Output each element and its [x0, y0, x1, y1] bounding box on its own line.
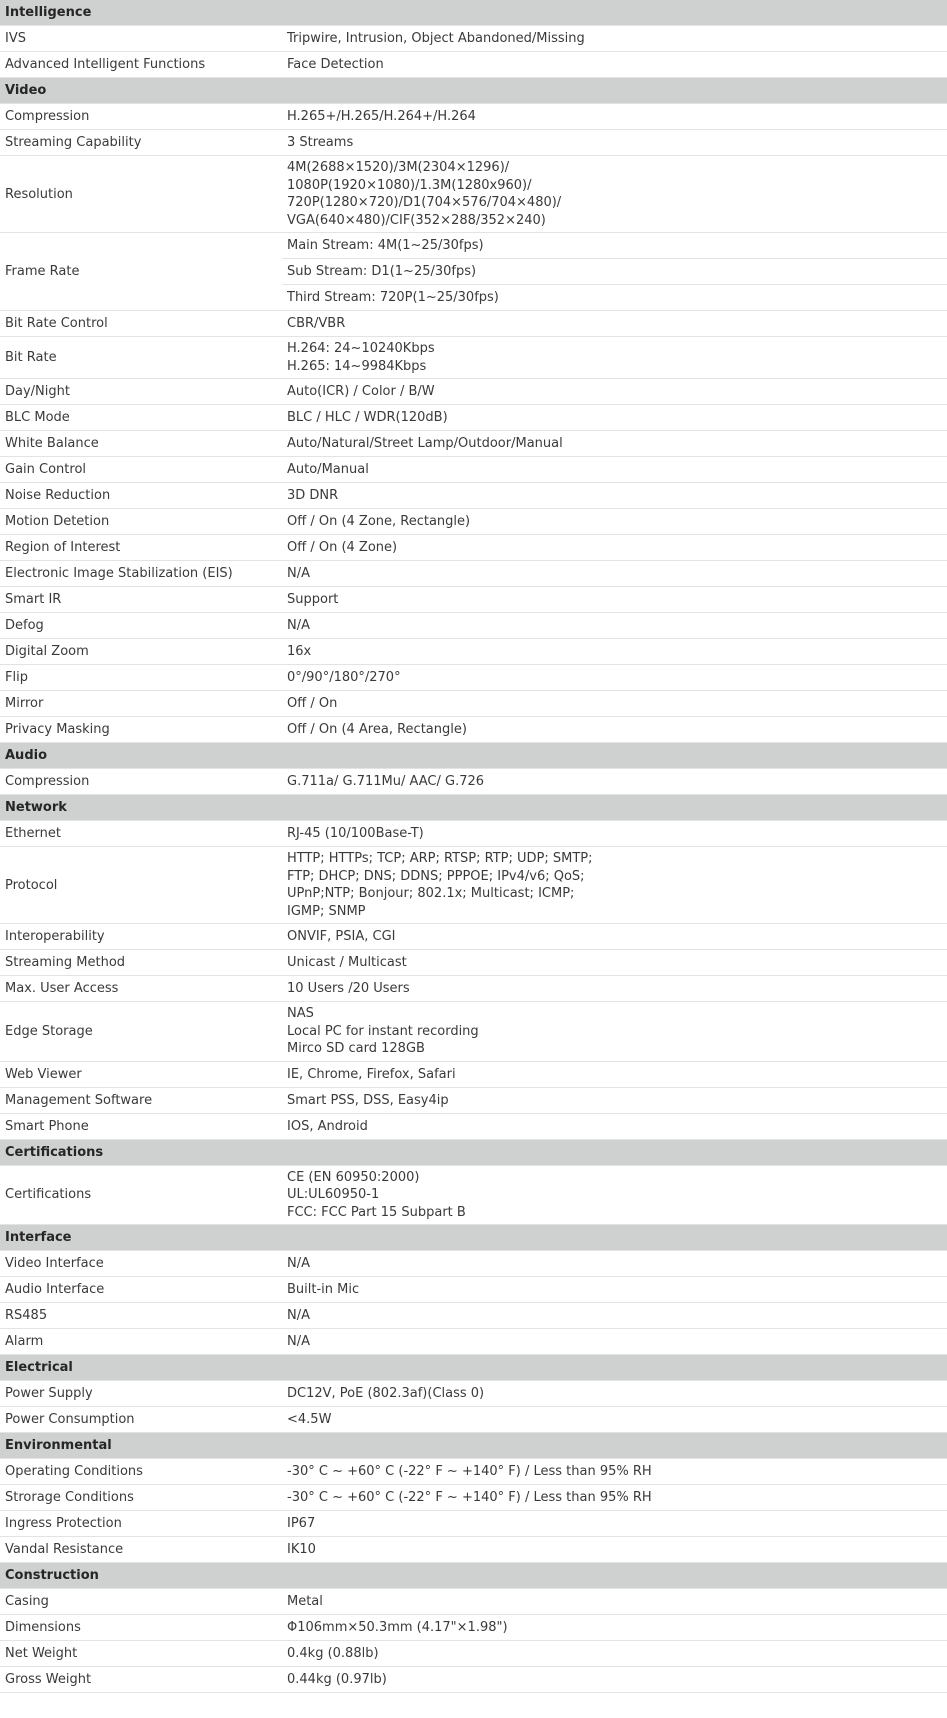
spec-value — [282, 156, 947, 233]
spec-value-line: 3 Streams — [287, 135, 354, 150]
spec-label: Casing — [0, 1589, 282, 1615]
spec-row — [0, 1002, 947, 1062]
spec-label: Power Consumption — [0, 1407, 282, 1433]
spec-label: Protocol — [0, 847, 282, 924]
spec-row — [0, 1485, 947, 1511]
spec-value — [282, 1589, 947, 1615]
spec-value — [282, 976, 947, 1002]
spec-value — [282, 405, 947, 431]
section-title: Construction — [0, 1563, 947, 1589]
section-header-row — [0, 1225, 947, 1251]
spec-value-line: UPnP;NTP; Bonjour; 802.1x; Multicast; ICMP; — [287, 886, 575, 901]
spec-row — [0, 311, 947, 337]
spec-value — [282, 379, 947, 405]
spec-label: Smart Phone — [0, 1113, 282, 1139]
spec-row — [0, 924, 947, 950]
section-header-row — [0, 0, 947, 26]
spec-row — [0, 821, 947, 847]
spec-value-line: Metal — [287, 1594, 323, 1609]
spec-value-line: 4M(2688×1520)/3M(2304×1296)/ — [287, 160, 510, 175]
spec-value — [282, 26, 947, 52]
spec-label: Compression — [0, 104, 282, 130]
spec-value-line: BLC / HLC / WDR(120dB) — [287, 410, 448, 425]
spec-value — [282, 1061, 947, 1087]
spec-row — [0, 457, 947, 483]
spec-value: Third Stream: 720P(1~25/30fps) — [282, 285, 947, 311]
spec-value — [282, 311, 947, 337]
spec-row — [0, 1329, 947, 1355]
spec-value — [282, 1615, 947, 1641]
spec-value-line: H.265: 14~9984Kbps — [287, 358, 427, 374]
section-header-row — [0, 743, 947, 769]
spec-value: Sub Stream: D1(1~25/30fps) — [282, 259, 947, 285]
spec-row — [0, 26, 947, 52]
spec-label: Streaming Method — [0, 950, 282, 976]
spec-row — [0, 665, 947, 691]
spec-row — [0, 1251, 947, 1277]
spec-row — [0, 717, 947, 743]
spec-label: Frame Rate — [0, 233, 282, 311]
spec-value-line: HTTP; HTTPs; TCP; ARP; RTSP; RTP; UDP; SMTP; — [287, 851, 593, 866]
spec-value-line: Built-in Mic — [287, 1282, 360, 1297]
spec-value-line: 10 Users /20 Users — [287, 981, 410, 996]
spec-label: Noise Reduction — [0, 483, 282, 509]
spec-value — [282, 924, 947, 950]
spec-row — [0, 847, 947, 924]
spec-row — [0, 483, 947, 509]
spec-row — [0, 379, 947, 405]
spec-label: BLC Mode — [0, 405, 282, 431]
spec-value — [282, 847, 947, 924]
spec-value — [282, 613, 947, 639]
spec-value-line: Mirco SD card 128GB — [287, 1041, 425, 1056]
spec-value — [282, 52, 947, 78]
spec-row — [0, 1667, 947, 1693]
spec-value-line: VGA(640×480)/CIF(352×288/352×240) — [287, 212, 546, 228]
spec-value-line: IP67 — [287, 1516, 316, 1531]
spec-value-line: 1080P(1920×1080)/1.3M(1280x960)/ — [287, 177, 532, 193]
spec-row — [0, 1087, 947, 1113]
spec-value-line: ONVIF, PSIA, CGI — [287, 929, 396, 944]
spec-value-line: 720P(1280×720)/D1(704×576/704×480)/ — [287, 195, 562, 210]
spec-value-line: Face Detection — [287, 57, 384, 72]
spec-label: Gain Control — [0, 457, 282, 483]
spec-row — [0, 1641, 947, 1667]
spec-value-line: N/A — [287, 1308, 310, 1323]
spec-label: Interoperability — [0, 924, 282, 950]
spec-value-line: CE (EN 60950:2000) — [287, 1169, 420, 1185]
section-header-row — [0, 78, 947, 104]
spec-value — [282, 483, 947, 509]
spec-row — [0, 1511, 947, 1537]
spec-value-line: IK10 — [287, 1542, 316, 1557]
spec-value-line: H.264: 24~10240Kbps — [287, 341, 435, 356]
spec-value — [282, 535, 947, 561]
spec-value-line: Unicast / Multicast — [287, 955, 407, 970]
spec-label: Flip — [0, 665, 282, 691]
spec-label: Strorage Conditions — [0, 1485, 282, 1511]
section-title: Electrical — [0, 1355, 947, 1381]
spec-value — [282, 1087, 947, 1113]
spec-value — [282, 639, 947, 665]
spec-label: Ethernet — [0, 821, 282, 847]
spec-value-line: <4.5W — [287, 1412, 332, 1427]
spec-label: Alarm — [0, 1329, 282, 1355]
spec-label: Ingress Protection — [0, 1511, 282, 1537]
spec-value-line: -30° C ~ +60° C (-22° F ~ +140° F) / Less than 95% RH — [287, 1464, 652, 1479]
spec-label: Privacy Masking — [0, 717, 282, 743]
spec-row — [0, 1615, 947, 1641]
spec-value-line: N/A — [287, 566, 310, 581]
spec-value-line: FTP; DHCP; DNS; DDNS; PPPOE; IPv4/v6; QoS; — [287, 868, 585, 884]
section-header-row — [0, 1355, 947, 1381]
spec-row — [0, 1537, 947, 1563]
spec-value — [282, 561, 947, 587]
spec-value-line: IGMP; SNMP — [287, 903, 366, 919]
section-header-row — [0, 795, 947, 821]
spec-value — [282, 1537, 947, 1563]
spec-label: Dimensions — [0, 1615, 282, 1641]
spec-value — [282, 130, 947, 156]
spec-value — [282, 1511, 947, 1537]
spec-value-line: N/A — [287, 1256, 310, 1271]
section-title: Video — [0, 78, 947, 104]
spec-value — [282, 1251, 947, 1277]
spec-value: Main Stream: 4M(1~25/30fps) — [282, 233, 947, 259]
spec-row — [0, 233, 947, 259]
spec-value-line: Off / On (4 Zone, Rectangle) — [287, 514, 471, 529]
spec-label: Resolution — [0, 156, 282, 233]
spec-value — [282, 821, 947, 847]
spec-row — [0, 613, 947, 639]
spec-value-line: 0.4kg (0.88lb) — [287, 1646, 379, 1661]
spec-label: Defog — [0, 613, 282, 639]
spec-value-line: RJ-45 (10/100Base-T) — [287, 826, 424, 841]
spec-row — [0, 1277, 947, 1303]
spec-row — [0, 104, 947, 130]
spec-value-line: IE, Chrome, Firefox, Safari — [287, 1066, 456, 1082]
spec-label: Smart IR — [0, 587, 282, 613]
spec-label: Vandal Resistance — [0, 1537, 282, 1563]
spec-row — [0, 1407, 947, 1433]
spec-row — [0, 130, 947, 156]
spec-label: Bit Rate — [0, 337, 282, 379]
spec-label: Edge Storage — [0, 1002, 282, 1062]
spec-value — [282, 1113, 947, 1139]
spec-value-line: N/A — [287, 618, 310, 633]
spec-row — [0, 1061, 947, 1087]
spec-row — [0, 976, 947, 1002]
spec-value-line: DC12V, PoE (802.3af)(Class 0) — [287, 1386, 485, 1401]
section-header-row — [0, 1139, 947, 1165]
spec-label: Net Weight — [0, 1641, 282, 1667]
spec-row — [0, 1165, 947, 1225]
spec-row — [0, 769, 947, 795]
spec-label: Compression — [0, 769, 282, 795]
spec-value-line: H.265+/H.265/H.264+/H.264 — [287, 109, 476, 124]
spec-label: RS485 — [0, 1303, 282, 1329]
spec-value-line: 3D DNR — [287, 488, 339, 503]
spec-value-line: 0°/90°/180°/270° — [287, 670, 401, 685]
spec-label: Region of Interest — [0, 535, 282, 561]
spec-label: White Balance — [0, 431, 282, 457]
spec-value-line: Auto/Manual — [287, 462, 369, 477]
spec-value — [282, 104, 947, 130]
spec-value-line: NAS — [287, 1006, 314, 1021]
spec-row — [0, 535, 947, 561]
spec-value — [282, 431, 947, 457]
spec-value — [282, 337, 947, 379]
section-header-row — [0, 1433, 947, 1459]
spec-row — [0, 1303, 947, 1329]
spec-value — [282, 1381, 947, 1407]
spec-label: Bit Rate Control — [0, 311, 282, 337]
spec-label: Operating Conditions — [0, 1459, 282, 1485]
spec-value — [282, 457, 947, 483]
spec-row — [0, 431, 947, 457]
spec-label: Power Supply — [0, 1381, 282, 1407]
spec-value-line: UL:UL60950-1 — [287, 1187, 380, 1202]
spec-value — [282, 1165, 947, 1225]
section-title: Intelligence — [0, 0, 947, 26]
spec-label: Management Software — [0, 1087, 282, 1113]
spec-row — [0, 156, 947, 233]
spec-value — [282, 1002, 947, 1062]
spec-value — [282, 1303, 947, 1329]
spec-label: Day/Night — [0, 379, 282, 405]
spec-label: Audio Interface — [0, 1277, 282, 1303]
spec-value-line: G.711a/ G.711Mu/ AAC/ G.726 — [287, 774, 485, 789]
spec-value — [282, 509, 947, 535]
spec-value — [282, 1459, 947, 1485]
section-title: Environmental — [0, 1433, 947, 1459]
spec-row — [0, 1589, 947, 1615]
spec-value-line: IOS, Android — [287, 1118, 368, 1134]
spec-value — [282, 587, 947, 613]
spec-value-line: Off / On (4 Zone) — [287, 540, 398, 555]
spec-value — [282, 1407, 947, 1433]
spec-value-line: CBR/VBR — [287, 316, 346, 331]
spec-row — [0, 52, 947, 78]
spec-value — [282, 665, 947, 691]
spec-value-line: Auto/Natural/Street Lamp/Outdoor/Manual — [287, 436, 563, 451]
spec-row — [0, 561, 947, 587]
spec-label: Video Interface — [0, 1251, 282, 1277]
spec-label: Motion Detetion — [0, 509, 282, 535]
spec-value-line: -30° C ~ +60° C (-22° F ~ +140° F) / Less than 95% RH — [287, 1490, 652, 1505]
spec-label: Digital Zoom — [0, 639, 282, 665]
spec-label: Max. User Access — [0, 976, 282, 1002]
spec-value-line: N/A — [287, 1334, 310, 1349]
spec-value-line: Local PC for instant recording — [287, 1023, 479, 1039]
spec-row — [0, 639, 947, 665]
spec-value-line: Off / On — [287, 696, 338, 711]
spec-value — [282, 1667, 947, 1693]
spec-row — [0, 691, 947, 717]
section-title: Audio — [0, 743, 947, 769]
spec-value-line: 0.44kg (0.97lb) — [287, 1672, 387, 1687]
spec-value-line: Tripwire, Intrusion, Object Abandoned/Missing — [287, 31, 585, 46]
spec-row — [0, 587, 947, 613]
spec-value — [282, 1641, 947, 1667]
spec-label: IVS — [0, 26, 282, 52]
spec-value — [282, 1485, 947, 1511]
spec-label: Gross Weight — [0, 1667, 282, 1693]
spec-value-line: Support — [287, 592, 339, 607]
spec-label: Electronic Image Stabilization (EIS) — [0, 561, 282, 587]
spec-row — [0, 337, 947, 379]
section-title: Network — [0, 795, 947, 821]
spec-value — [282, 1277, 947, 1303]
spec-label: Certifications — [0, 1165, 282, 1225]
spec-value-line: 16x — [287, 644, 312, 659]
spec-value-line: Φ106mm×50.3mm (4.17"×1.98") — [287, 1620, 508, 1635]
section-title: Certifications — [0, 1139, 947, 1165]
spec-value-line: Auto(ICR) / Color / B/W — [287, 384, 435, 399]
spec-value — [282, 1329, 947, 1355]
spec-row — [0, 405, 947, 431]
spec-label: Streaming Capability — [0, 130, 282, 156]
spec-row — [0, 1381, 947, 1407]
spec-row — [0, 1113, 947, 1139]
spec-label: Advanced Intelligent Functions — [0, 52, 282, 78]
spec-value — [282, 691, 947, 717]
spec-row — [0, 950, 947, 976]
spec-label: Mirror — [0, 691, 282, 717]
section-title: Interface — [0, 1225, 947, 1251]
spec-value-line: Smart PSS, DSS, Easy4ip — [287, 1092, 449, 1108]
spec-value — [282, 950, 947, 976]
spec-row — [0, 509, 947, 535]
section-header-row — [0, 1563, 947, 1589]
spec-value — [282, 717, 947, 743]
spec-label: Web Viewer — [0, 1061, 282, 1087]
spec-row — [0, 1459, 947, 1485]
spec-value-line: FCC: FCC Part 15 Subpart B — [287, 1204, 466, 1220]
spec-value-line: Off / On (4 Area, Rectangle) — [287, 722, 467, 737]
spec-value — [282, 769, 947, 795]
